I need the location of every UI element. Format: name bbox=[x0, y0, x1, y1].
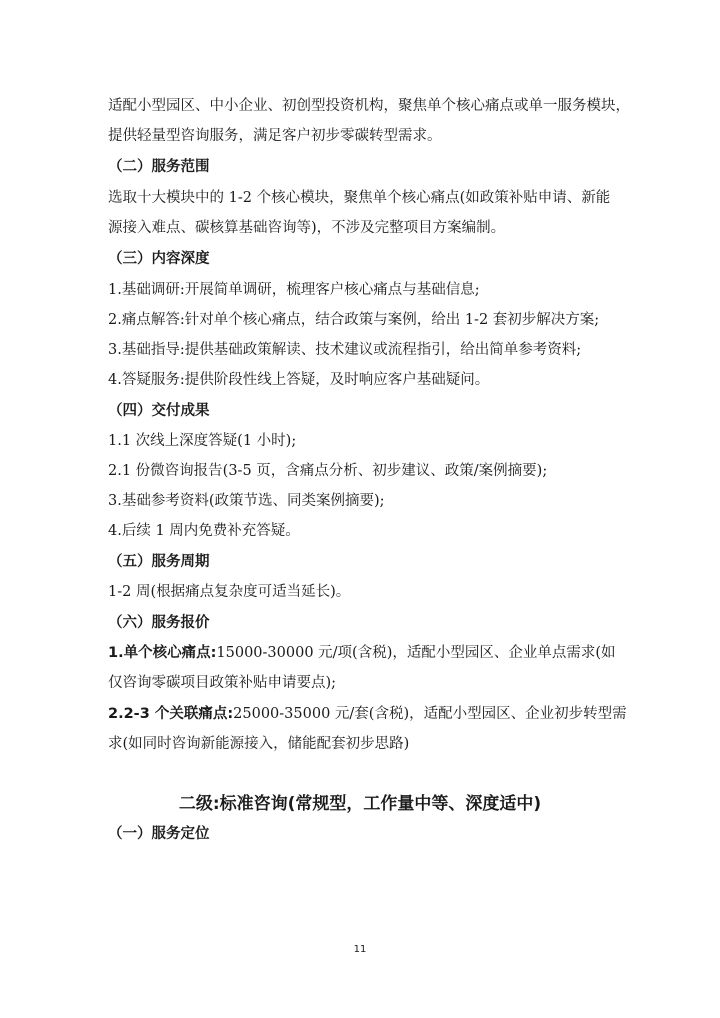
heading-service-positioning: （一）服务定位 bbox=[108, 826, 210, 842]
price-text: 25000-35000 元/套(含税)，适配小型园区、企业初步转型需 bbox=[233, 706, 627, 722]
heading-service-scope: （二）服务范围 bbox=[108, 159, 210, 175]
paragraph-line: 仅咨询零碳项目政策补贴申请要点); bbox=[108, 675, 337, 691]
paragraph-line: 求(如同时咨询新能源接入，储能配套初步思路) bbox=[108, 736, 410, 752]
heading-deliverables: （四）交付成果 bbox=[108, 403, 210, 419]
page-number: 11 bbox=[353, 944, 367, 955]
price-text: 15000-30000 元/项(含税)，适配小型园区、企业单点需求(如 bbox=[216, 645, 616, 661]
paragraph-line: 1-2 周(根据痛点复杂度可适当延长)。 bbox=[108, 584, 351, 600]
list-item: 3.基础指导:提供基础政策解读、技术建议或流程指引，给出简单参考资料; bbox=[108, 342, 582, 358]
paragraph-line: 适配小型园区、中小企业、初创型投资机构，聚焦单个核心痛点或单一服务模块， bbox=[108, 98, 630, 114]
list-item: 4.答疑服务:提供阶段性线上答疑，及时响应客户基础疑问。 bbox=[108, 372, 490, 388]
list-item: 2.1 份微咨询报告(3-5 页，含痛点分析、初步建议、政策/案例摘要); bbox=[108, 463, 548, 479]
heading-content-depth: （三）内容深度 bbox=[108, 251, 210, 267]
heading-service-price: （六）服务报价 bbox=[108, 615, 210, 631]
price-item-multiple bbox=[108, 704, 627, 724]
list-item: 2.痛点解答:针对单个核心痛点，结合政策与案例，给出 1-2 套初步解决方案; bbox=[108, 312, 600, 328]
price-label: 2.2-3 个关联痛点: bbox=[108, 706, 234, 722]
paragraph-line: 源接入难点、碳核算基础咨询等)，不涉及完整项目方案编制。 bbox=[108, 220, 506, 236]
heading-service-period: （五）服务周期 bbox=[108, 554, 210, 570]
paragraph-line: 提供轻量型咨询服务，满足客户初步零碳转型需求。 bbox=[108, 128, 442, 144]
list-item: 3.基础参考资料(政策节选、同类案例摘要); bbox=[108, 493, 385, 509]
price-item-single bbox=[108, 643, 624, 663]
list-item: 1.1 次线上深度答疑(1 小时); bbox=[108, 433, 297, 449]
list-item: 1.基础调研:开展简单调研，梳理客户核心痛点与基础信息; bbox=[108, 282, 480, 298]
paragraph-line: 选取十大模块中的 1-2 个核心模块，聚焦单个核心痛点(如政策补贴申请、新能 bbox=[108, 190, 611, 206]
price-label: 1.单个核心痛点: bbox=[108, 645, 217, 661]
list-item: 4.后续 1 周内免费补充答疑。 bbox=[108, 523, 300, 539]
section-title: 二级:标准咨询(常规型，工作量中等、深度适中) bbox=[178, 794, 542, 814]
